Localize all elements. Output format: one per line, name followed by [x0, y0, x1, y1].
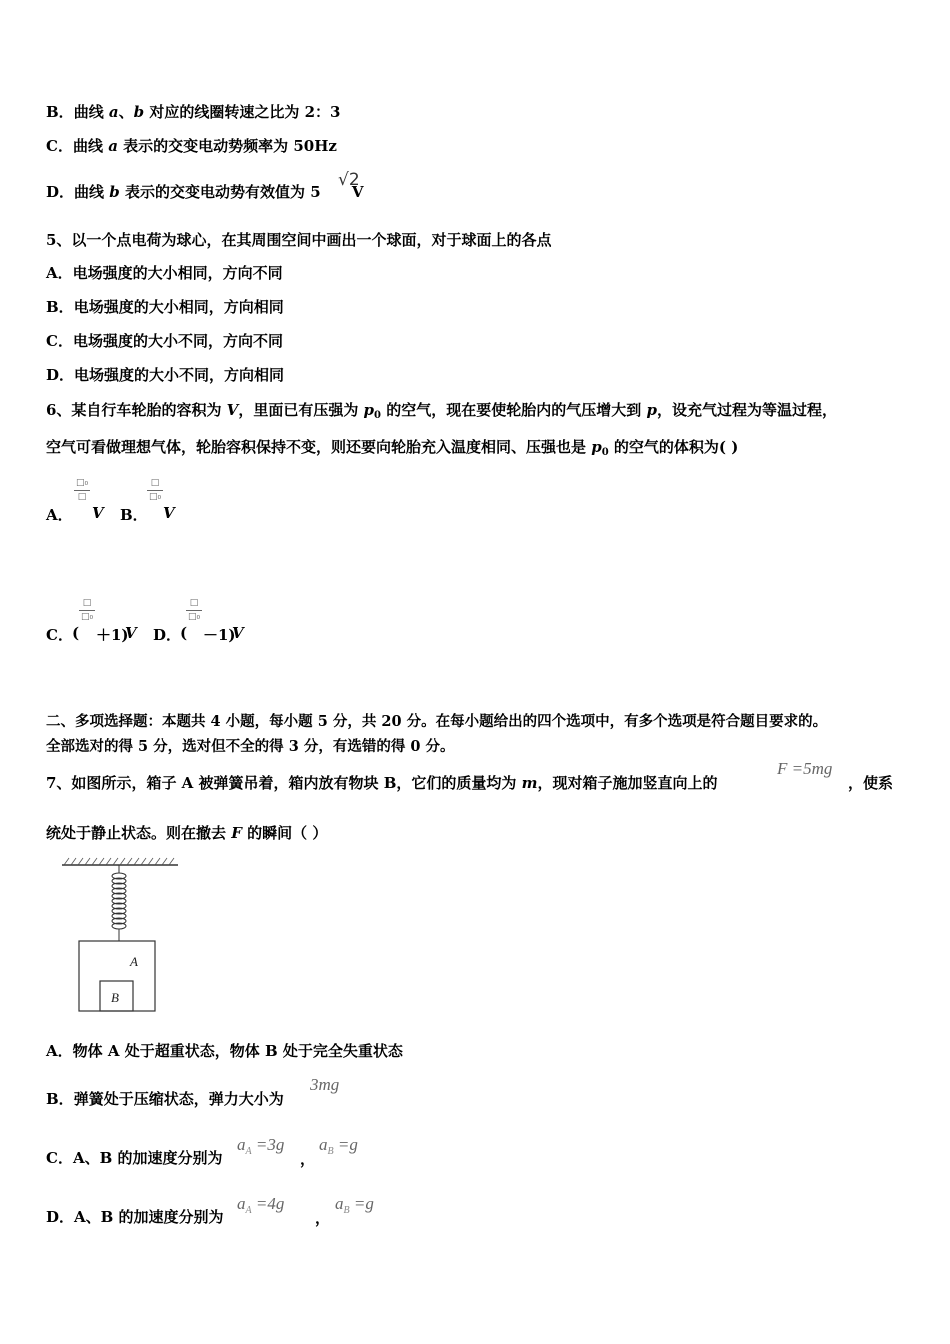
q7-option-b-math: 3mg [310, 1075, 340, 1094]
ceiling-hatching [64, 858, 174, 865]
q6-option-c-label: C． [46, 626, 73, 644]
q7-option-c-comma: ， [300, 1150, 316, 1168]
section2-line1: 二、多项选择题：本题共 4 小题，每小题 5 分，共 20 分。在每小题给出的四个选项中，有多个选项是符合题目要求的。 [46, 713, 828, 730]
q6-option-d-label: D． [153, 626, 182, 644]
q7-force-equation: F =5mg [777, 759, 833, 778]
q6-fraction-b: □ □₀ [148, 478, 162, 502]
q7-option-d-comma: ， [315, 1209, 331, 1227]
q7-option-c-aB: $a_B =g$ [319, 1135, 358, 1157]
q7-option-b: B．弹簧处于压缩状态，弹力大小为 [46, 1090, 284, 1108]
q6-fraction-a: □₀ □ [75, 478, 89, 502]
block-b-label: B [111, 990, 119, 1005]
spring-box-figure [58, 855, 182, 1017]
q4-option-c: C．曲线 a 表示的交变电动势频率为 50Hz [46, 137, 337, 155]
q6-option-c-open: ( [72, 624, 80, 642]
q6-fraction-d: □ □₀ [187, 598, 201, 622]
q6-option-d-v: V [232, 624, 244, 642]
q5-option-b: B．电场强度的大小相同，方向相同 [46, 298, 284, 316]
q7-stem-line2: 统处于静止状态。则在撤去 F 的瞬间（ ） [46, 824, 328, 842]
q7-option-a: A．物体 A 处于超重状态，物体 B 处于完全失重状态 [46, 1042, 403, 1060]
q6-option-a-label: A． [46, 506, 73, 524]
q6-stem-line2: 空气可看做理想气体，轮胎容积保持不变，则还要向轮胎充入温度相同、压强也是 $p_0$ 的空气的体积为( ) [46, 438, 739, 458]
q4-option-b: B．曲线 a、b 对应的线圈转速之比为 2：3 [46, 103, 341, 121]
q7-option-d-aB: $a_B =g$ [335, 1194, 374, 1216]
q6-option-d-open: ( [180, 624, 188, 642]
q6-option-c-v: V [125, 624, 137, 642]
spring-coils [112, 873, 126, 929]
section2-line2: 全部选对的得 5 分，选对但不全的得 3 分，有选错的得 0 分。 [46, 738, 455, 755]
sqrt-two: √2 [338, 170, 360, 190]
q6-option-d-tail: －1) [203, 626, 236, 644]
box-a-label: A [130, 954, 138, 969]
q5-stem: 5、以一个点电荷为球心，在其周围空间中画出一个球面，对于球面上的各点 [46, 231, 552, 249]
q4-option-d: D．曲线 b 表示的交变电动势有效值为 5 V [46, 183, 364, 201]
q6-option-c-tail: ＋1) [96, 626, 129, 644]
q7-stem-line1: 7、如图所示，箱子 A 被弹簧吊着，箱内放有物块 B，它们的质量均为 m，现对箱子施加竖直向上的 [46, 774, 718, 792]
q6-option-b-label: B． [120, 506, 148, 524]
q7-stem-tail: ，使系 [848, 774, 894, 792]
q6-stem-line1: 6、某自行车轮胎的容积为 V，里面已有压强为 $p_0$ 的空气，现在要使轮胎内的气压增大到 p，设充气过程为等温过程， [46, 401, 837, 421]
q7-option-d-aA: $a_A =4g$ [237, 1194, 285, 1216]
q7-option-d: D．A、B 的加速度分别为 [46, 1208, 224, 1226]
q6-option-a-v: V [92, 504, 104, 522]
q7-option-c: C．A、B 的加速度分别为 [46, 1149, 223, 1167]
q5-option-a: A．电场强度的大小相同，方向不同 [46, 264, 283, 282]
q5-option-c: C．电场强度的大小不同，方向不同 [46, 332, 283, 350]
q5-option-d: D．电场强度的大小不同，方向相同 [46, 366, 285, 384]
q6-fraction-c: □ □₀ [80, 598, 94, 622]
q6-option-b-v: V [163, 504, 175, 522]
q7-option-c-aA: $a_A =3g$ [237, 1135, 285, 1157]
